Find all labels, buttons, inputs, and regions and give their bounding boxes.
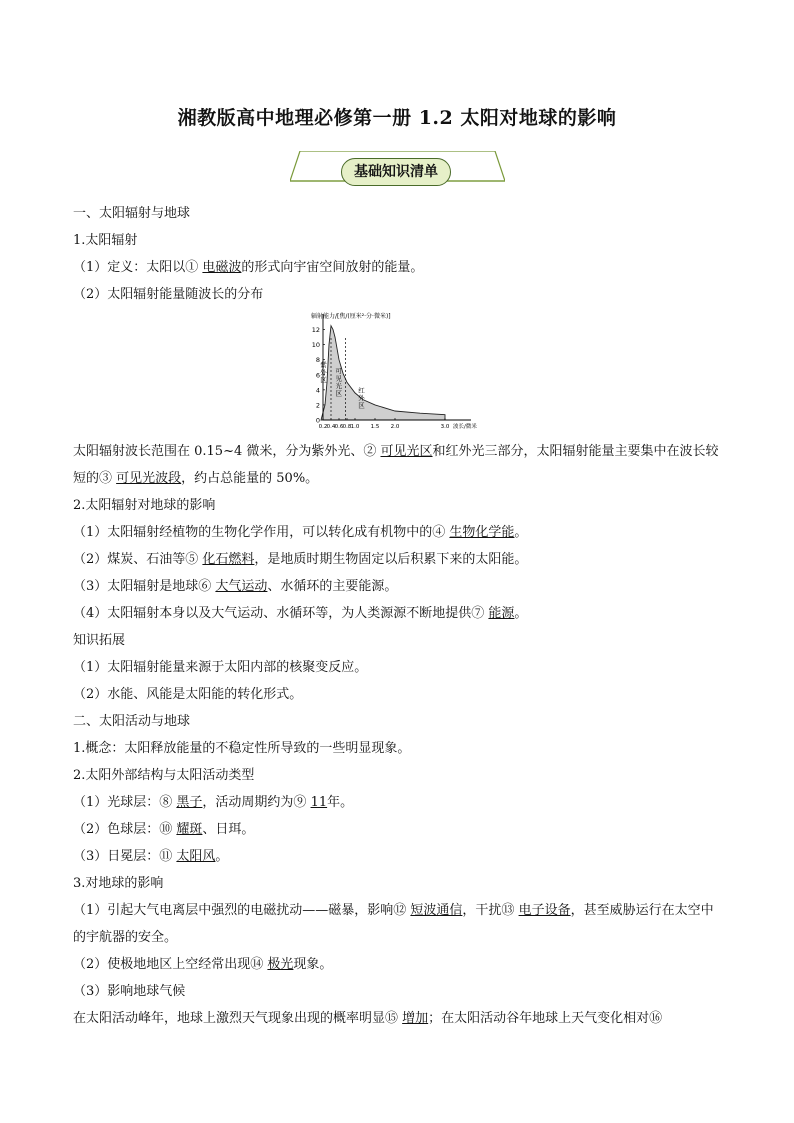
text-line [73, 546, 725, 573]
text: ，是地质时期生物固定以后积累下来的太阳能。 [254, 552, 528, 567]
text-line [73, 789, 725, 816]
answer: 可见光波段 [116, 471, 182, 486]
text: 在太阳活动峰年，地球上激烈天气现象出现的概率明显⑮ [73, 1011, 403, 1026]
text: （2）色球层：⑩ [73, 822, 177, 837]
text: （4）太阳辐射本身以及大气运动、水循环等，为人类源源不断地提供⑦ [73, 606, 489, 621]
answer: 太阳风 [176, 849, 216, 864]
section-heading: 一、太阳辐射与地球 [73, 206, 191, 221]
text-line [73, 254, 725, 281]
answer: 短波通信 [410, 903, 463, 918]
extension-heading: 知识拓展 [73, 633, 126, 648]
text-line [73, 951, 725, 978]
y-tick-label: 8 [315, 356, 320, 365]
answer: 化石燃料 [202, 552, 255, 567]
text: ；在太阳活动谷年地球上天气变化相对⑯ [428, 1011, 663, 1026]
answer: 可见光区 [380, 444, 433, 459]
text: 。 [215, 849, 229, 864]
text: （1）定义：太阳以① [73, 260, 203, 275]
section-banner: 基础知识清单 [341, 158, 451, 186]
text-line [73, 600, 725, 627]
text: （3）太阳辐射是地球⑥ [73, 579, 216, 594]
y-axis-label: 辐射能力/[焦/(厘米²·分·微米)] [311, 313, 391, 320]
text: 现象。 [293, 957, 333, 972]
text: ，干扰⑬ [462, 903, 519, 918]
text-line [73, 519, 725, 546]
radiation-chart [303, 310, 483, 436]
text-line [73, 843, 725, 870]
text: 的形式向宇宙空间放射的能量。 [241, 260, 424, 275]
text: （1）太阳辐射经植物的生物化学作用，可以转化成有机物中的④ [73, 525, 450, 540]
text: 、日珥。 [202, 822, 255, 837]
y-tick-label: 10 [311, 341, 320, 350]
page-title: 湘教版高中地理必修第一册 1.2 太阳对地球的影响 [177, 107, 617, 129]
y-tick-label: 4 [315, 386, 320, 395]
region-label: 可见光区 [334, 367, 343, 398]
region-label: 紫外区 [319, 361, 327, 384]
x-tick-label: 0.4 [326, 424, 336, 430]
subsection-heading: 2.太阳辐射对地球的影响 [73, 498, 216, 513]
text: 。 [514, 606, 528, 621]
answer: 11 [310, 795, 328, 810]
x-tick-label: 2.0 [390, 424, 400, 430]
answer: 能源 [488, 606, 515, 621]
text: （1）引起大气电离层中强烈的电磁扰动——磁暴，影响⑫ [73, 903, 411, 918]
x-tick-label: 1.0 [350, 424, 360, 430]
answer: 极光 [267, 957, 294, 972]
text-line: （2）水能、风能是太阳能的转化形式。 [73, 687, 303, 702]
text: ，甚至威胁运行在太空中的宇航器的安全。 [73, 903, 714, 945]
text: （2）使极地地区上空经常出现⑭ [73, 957, 268, 972]
y-tick-label: 2 [315, 401, 320, 410]
text-line: （1）太阳辐射能量来源于太阳内部的核聚变反应。 [73, 660, 368, 675]
text-line [73, 816, 725, 843]
document-body [73, 200, 725, 1032]
text: ，活动周期约为⑨ [202, 795, 311, 810]
text: （3）日冕层：⑪ [73, 849, 177, 864]
text: 太阳辐射波长范围在 0.15~4 微米，分为紫外光、② [73, 444, 381, 459]
x-tick-label: 3.0 [440, 424, 450, 430]
paragraph [73, 897, 725, 951]
text: ，约占总能量的 50%。 [181, 471, 319, 486]
chart-container [73, 308, 725, 438]
answer: 电磁波 [202, 260, 242, 275]
subsection-heading: 2.太阳外部结构与太阳活动类型 [73, 768, 255, 783]
x-tick-label: 0.2 [318, 424, 328, 430]
y-tick-label: 0 [315, 416, 320, 425]
text-line [73, 1005, 725, 1032]
text-line: （2）太阳辐射能量随波长的分布 [73, 287, 264, 302]
text: 、水循环的主要能源。 [267, 579, 398, 594]
y-tick-label: 6 [315, 371, 320, 380]
y-tick-label: 12 [311, 326, 320, 335]
subsection-heading: 1.概念：太阳释放能量的不稳定性所导致的一些明显现象。 [73, 741, 411, 756]
text: 。 [514, 525, 528, 540]
answer: 黑子 [176, 795, 203, 810]
region-label: 红外区 [357, 386, 365, 410]
text: （2）煤炭、石油等⑤ [73, 552, 203, 567]
answer: 耀斑 [176, 822, 203, 837]
text-line: （3）影响地球气候 [73, 984, 186, 999]
paragraph [73, 438, 725, 492]
x-tick-label: 1.5 [370, 424, 380, 430]
answer: 增加 [402, 1011, 429, 1026]
subsection-heading: 1.太阳辐射 [73, 233, 138, 248]
x-tick-label: 0.8 [342, 424, 352, 430]
text-line [73, 573, 725, 600]
answer: 大气运动 [215, 579, 268, 594]
subsection-heading: 3.对地球的影响 [73, 876, 164, 891]
answer: 生物化学能 [449, 525, 515, 540]
text: 年。 [327, 795, 354, 810]
text: （1）光球层：⑧ [73, 795, 177, 810]
section-heading: 二、太阳活动与地球 [73, 714, 191, 729]
x-tick-label: 0.6 [334, 424, 344, 430]
answer: 电子设备 [518, 903, 571, 918]
text: 和红外光三部分，太阳辐射能量主要集中在波长较短的③ [73, 444, 719, 486]
x-axis-label: 波长/微米 [453, 424, 477, 430]
